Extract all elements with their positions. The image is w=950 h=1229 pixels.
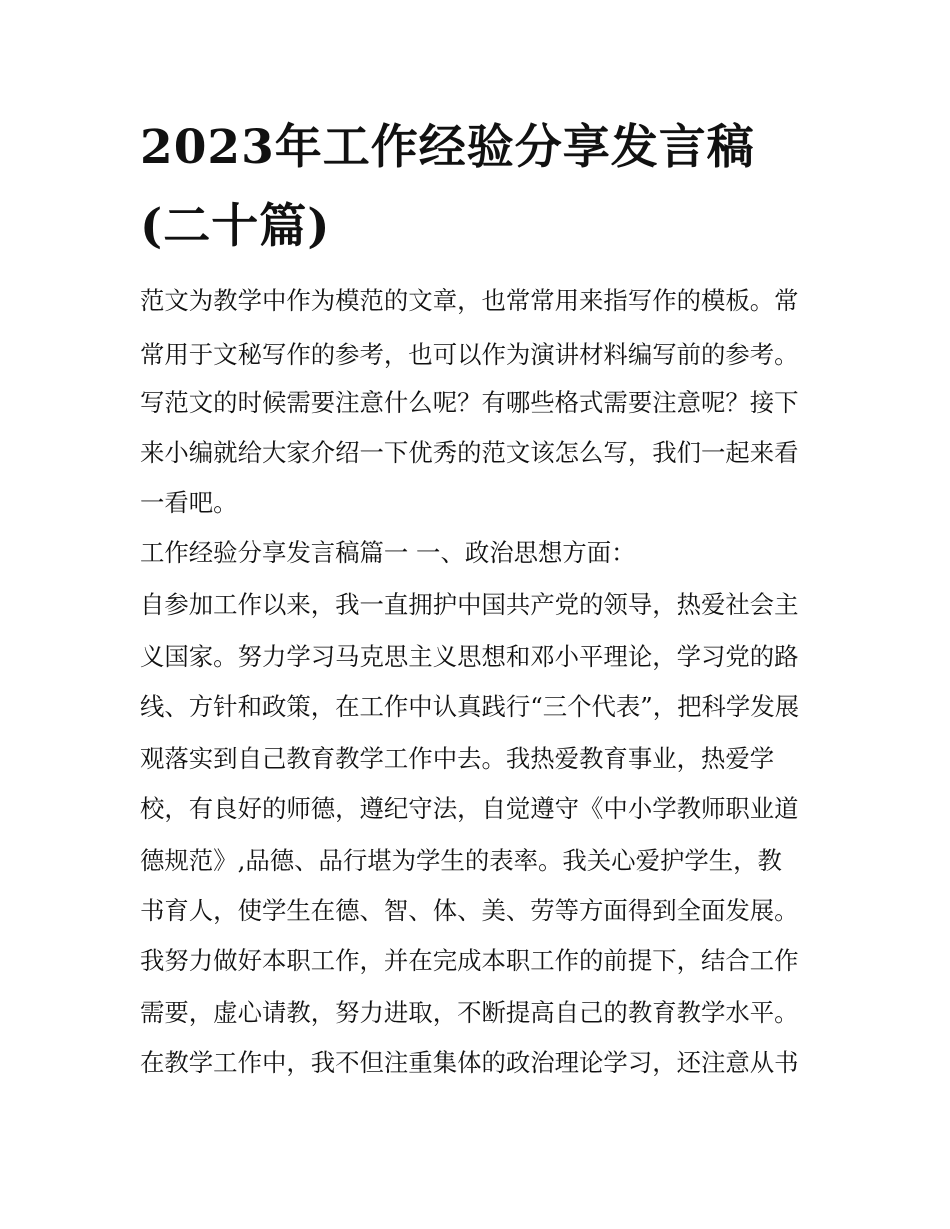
- body-line: 常用于文秘写作的参考，也可以作为演讲材料编写前的参考。: [140, 340, 799, 369]
- body-line: 自参加工作以来，我一直拥护中国共产党的领导，热爱社会主: [140, 590, 799, 619]
- body-line: 来小编就给大家介绍一下优秀的范文该怎么写，我们一起来看: [140, 438, 799, 467]
- body-line: 一看吧。: [140, 488, 238, 517]
- body-line: 校，有良好的师德，遵纪守法，自觉遵守《中小学教师职业道: [140, 794, 799, 823]
- body-line: 线、方针和政策，在工作中认真践行“三个代表”，把科学发展: [140, 692, 800, 721]
- section-heading: 工作经验分享发言稿篇一 一、政治思想方面：: [140, 538, 636, 567]
- document-title-line-2: (二十篇): [140, 199, 331, 254]
- body-line: 书育人，使学生在德、智、体、美、劳等方面得到全面发展。: [140, 896, 799, 925]
- body-line: 写范文的时候需要注意什么呢？有哪些格式需要注意呢？接下: [140, 388, 799, 417]
- body-line: 在教学工作中，我不但注重集体的政治理论学习，还注意从书: [140, 1048, 799, 1077]
- body-line: 需要，虚心请教，努力进取，不断提高自己的教育教学水平。: [140, 998, 799, 1027]
- body-line: 德规范》,品德、品行堪为学生的表率。我关心爱护学生，教: [140, 846, 782, 875]
- document-title-line-1: 2023年工作经验分享发言稿: [140, 120, 755, 175]
- body-line: 我努力做好本职工作，并在完成本职工作的前提下，结合工作: [140, 946, 799, 975]
- body-line: 义国家。努力学习马克思主义思想和邓小平理论，学习党的路: [140, 642, 799, 671]
- body-line: 范文为教学中作为模范的文章，也常常用来指写作的模板。常: [140, 286, 799, 315]
- body-line: 观落实到自己教育教学工作中去。我热爱教育事业，热爱学: [140, 744, 775, 773]
